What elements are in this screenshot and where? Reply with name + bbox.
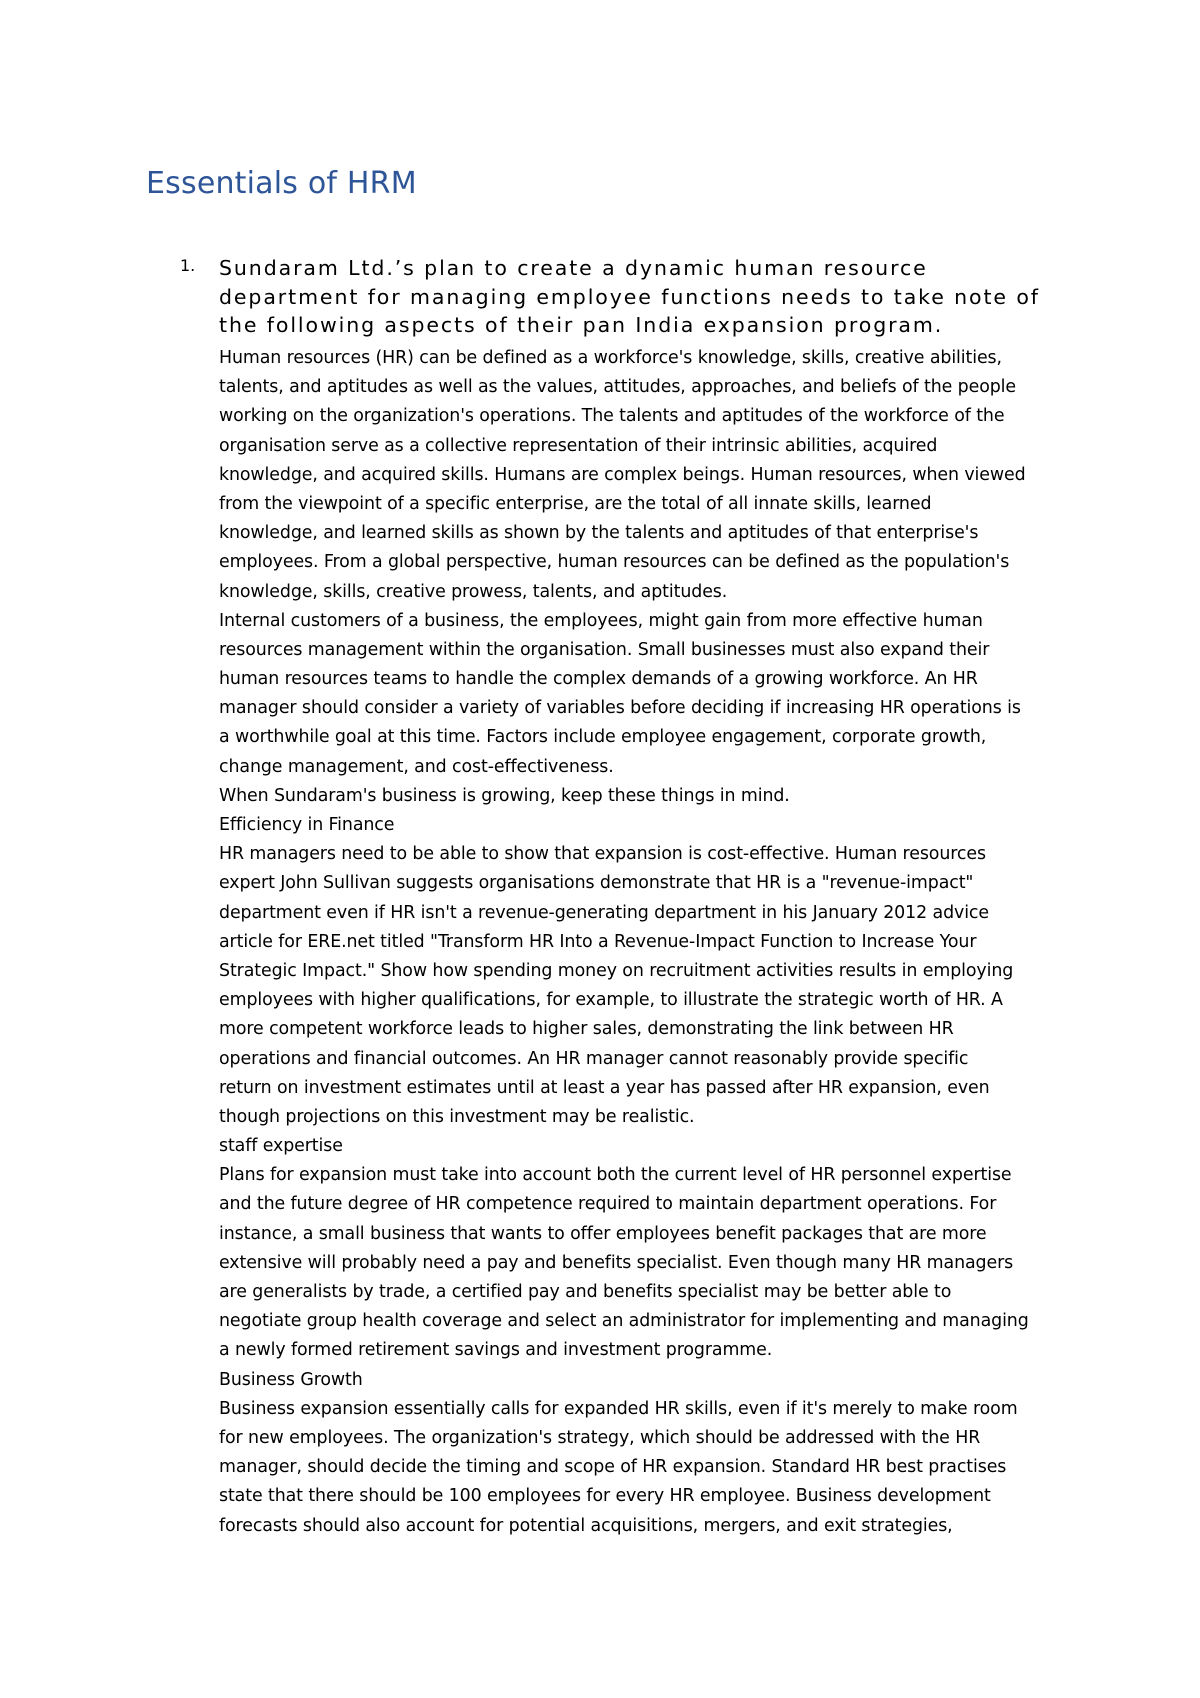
body-line: article for ERE.net titled "Transform HR Into a Revenue-Impact Function to Increase Your xyxy=(219,931,977,952)
body-line: forecasts should also account for potential acquisitions, mergers, and exit strategies, xyxy=(219,1515,953,1536)
body-line: for new employees. The organization's strategy, which should be addressed with the HR xyxy=(219,1427,981,1448)
body-line: HR managers need to be able to show that expansion is cost-effective. Human resources xyxy=(219,844,986,865)
body-line: working on the organization's operations. The talents and aptitudes of the workforce of the xyxy=(219,406,1005,427)
body-line: Business Growth xyxy=(219,1369,363,1390)
body-text xyxy=(219,344,1119,1541)
body-line: Strategic Impact." Show how spending money on recruitment activities results in employing xyxy=(219,960,1014,981)
heading-line: department for managing employee functions needs to take note of xyxy=(219,284,1040,309)
body-line: Business expansion essentially calls for expanded HR skills, even if it's merely to make room xyxy=(219,1398,1018,1419)
body-line: talents, and aptitudes as well as the values, attitudes, approaches, and beliefs of the people xyxy=(219,377,1016,398)
body-line: a worthwhile goal at this time. Factors include employee engagement, corporate growth, xyxy=(219,727,987,748)
body-line: extensive will probably need a pay and benefits specialist. Even though many HR managers xyxy=(219,1252,1014,1273)
body-line: though projections on this investment may be realistic. xyxy=(219,1106,695,1127)
body-line: knowledge, and learned skills as shown by the talents and aptitudes of that enterprise's xyxy=(219,523,979,544)
document-title: Essentials of HRM xyxy=(146,166,417,201)
heading-line: the following aspects of their pan India expansion program. xyxy=(219,313,944,337)
body-line: knowledge, and acquired skills. Humans are complex beings. Human resources, when viewed xyxy=(219,464,1026,485)
body-line: are generalists by trade, a certified pay and benefits specialist may be better able to xyxy=(219,1282,952,1302)
list-item-heading xyxy=(219,254,1079,340)
body-line: employees with higher qualifications, for example, to illustrate the strategic worth of HR. A xyxy=(219,990,1003,1011)
body-line: negotiate group health coverage and select an administrator for implementing and managing xyxy=(219,1311,1029,1332)
body-line: human resources teams to handle the complex demands of a growing workforce. An HR xyxy=(219,669,978,690)
body-line: more competent workforce leads to higher sales, demonstrating the link between HR xyxy=(219,1019,954,1040)
body-line: resources management within the organisation. Small businesses must also expand their xyxy=(219,639,990,660)
body-line: staff expertise xyxy=(219,1136,343,1157)
body-line: Plans for expansion must take into account both the current level of HR personnel expertise xyxy=(219,1165,1012,1186)
body-line: organisation serve as a collective representation of their intrinsic abilities, acquired xyxy=(219,435,938,456)
body-line: from the viewpoint of a specific enterprise, are the total of all innate skills, learned xyxy=(219,493,932,514)
body-line: employees. From a global perspective, human resources can be defined as the population's xyxy=(219,552,1010,573)
body-line: Internal customers of a business, the employees, might gain from more effective human xyxy=(219,610,983,631)
body-line: manager, should decide the timing and scope of HR expansion. Standard HR best practises xyxy=(219,1457,1007,1478)
body-line: operations and financial outcomes. An HR manager cannot reasonably provide specific xyxy=(219,1048,969,1069)
body-line: Efficiency in Finance xyxy=(219,815,395,835)
body-line: return on investment estimates until at least a year has passed after HR expansion, even xyxy=(219,1077,990,1098)
body-line: a newly formed retirement savings and investment programme. xyxy=(219,1340,773,1361)
body-line: expert John Sullivan suggests organisations demonstrate that HR is a "revenue-impact" xyxy=(219,873,974,894)
list-item-number: 1. xyxy=(180,256,196,275)
body-line: change management, and cost-effectiveness. xyxy=(219,756,614,777)
body-line: knowledge, skills, creative prowess, talents, and aptitudes. xyxy=(219,581,728,602)
body-line: and the future degree of HR competence required to maintain department operations. For xyxy=(219,1194,997,1215)
body-line: When Sundaram's business is growing, keep these things in mind. xyxy=(219,785,790,806)
body-line: Human resources (HR) can be defined as a workforce's knowledge, skills, creative abilities, xyxy=(219,348,1002,368)
body-line: manager should consider a variety of variables before deciding if increasing HR operations is xyxy=(219,698,1021,719)
body-line: department even if HR isn't a revenue-generating department in his January 2012 advice xyxy=(219,902,989,923)
body-line: instance, a small business that wants to offer employees benefit packages that are more xyxy=(219,1223,987,1244)
body-line: state that there should be 100 employees for every HR employee. Business development xyxy=(219,1486,991,1507)
heading-line: Sundaram Ltd.’s plan to create a dynamic human resource xyxy=(219,256,928,280)
